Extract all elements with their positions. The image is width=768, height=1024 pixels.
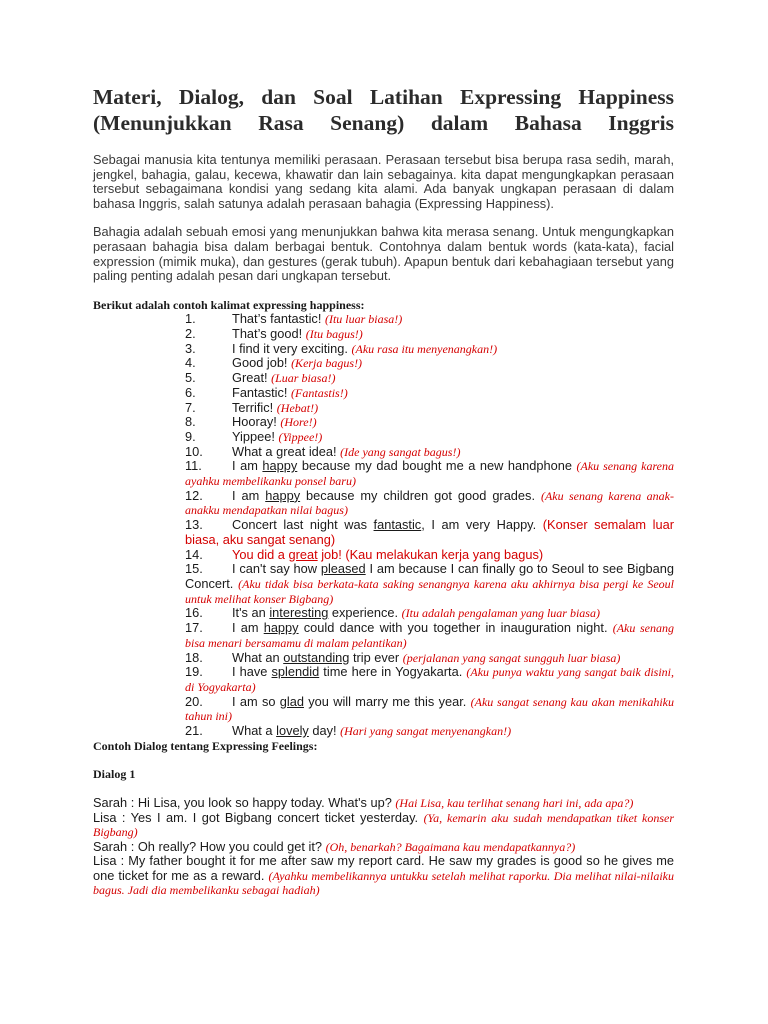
example-number: 1. <box>185 311 196 327</box>
example-text: What an <box>232 649 284 665</box>
title-line-1: Materi, Dialog, dan Soal Latihan Expressing Happiness <box>93 85 674 109</box>
dialog-translation: (Oh, benarkah? Bagaimana kau mendapatkannya?) <box>325 839 576 854</box>
example-text: That’s good! <box>232 326 303 342</box>
example-translation: (Itu adalah pengalaman yang luar biasa) <box>401 606 600 621</box>
example-keyword: great <box>288 546 318 562</box>
example-text: Concert last night was <box>232 517 374 533</box>
dialog-1-heading: Dialog 1 <box>93 767 136 782</box>
example-number: 20. <box>185 693 203 709</box>
example-text: Good job! <box>232 355 288 371</box>
example-number: 15. <box>185 561 203 577</box>
dialog-translation: (Ya, kemarin aku sudah mendapatkan tiket konser Bigbang) <box>93 810 675 840</box>
example-text: Hooray! <box>232 414 277 430</box>
intro-paragraph-2: Bahagia adalah sebuah emosi yang menunjukkan bahwa kita merasa senang. Untuk mengungkapkan perasaan bahagia bisa dalam berbagai bentuk. Contohnya dalam bentuk words (kata-kata), facial expression (mimik muka), dan gestures (gerak tubuh). Apapun bentuk dari kebahagiaan tersebut yang paling penting adalah pesan dari ungkapan tersebut. <box>93 224 674 284</box>
example-keyword: splendid <box>271 664 320 680</box>
example-text: You did a <box>232 546 289 562</box>
example-keyword: glad <box>279 693 304 709</box>
dialog-line <box>93 840 674 855</box>
example-translation: (Konser semalam luar biasa, aku sangat senang) <box>185 517 674 547</box>
example-number: 21. <box>185 723 203 739</box>
example-translation: (Aku senang karena anak-anakku mendapatkan nilai bagus) <box>185 488 674 518</box>
example-item <box>185 342 674 357</box>
example-text: I am so <box>232 693 280 709</box>
example-text: you will marry me this year. <box>303 693 467 709</box>
example-translation: (Hari yang sangat menyenangkan!) <box>340 724 512 739</box>
example-item <box>185 327 674 342</box>
example-keyword: interesting <box>269 605 329 621</box>
dialog-translation: (Hai Lisa, kau terlihat senang hari ini, ada apa?) <box>395 795 634 810</box>
example-text: Terrific! <box>232 399 274 415</box>
dialog-text: Sarah : Hi Lisa, you look so happy today. What's up? <box>93 794 392 810</box>
example-number: 14. <box>185 546 203 562</box>
example-number: 11. <box>185 458 202 474</box>
example-number: 16. <box>185 605 203 621</box>
title-line-2: (Menunjukkan Rasa Senang) dalam Bahasa Inggris <box>93 111 674 135</box>
dialog-text: Lisa : My father bought it for me after saw my report card. He saw my grades is good so he gives me one ticket for me as a reward. <box>93 853 674 883</box>
example-text: I have <box>232 664 272 680</box>
example-item <box>185 356 674 371</box>
example-keyword: outstanding <box>283 649 350 665</box>
example-text: day! <box>308 723 337 739</box>
examples-heading: Berikut adalah contoh kalimat expressing happiness: <box>93 297 365 312</box>
example-number: 18. <box>185 649 203 665</box>
example-translation: (Aku rasa itu menyenangkan!) <box>351 341 498 356</box>
example-text: Fantastic! <box>232 384 288 400</box>
example-translation: (Aku sangat senang kau akan menikahiku tahun ini) <box>185 694 674 724</box>
example-item <box>185 518 674 547</box>
example-text: I am <box>232 458 263 474</box>
example-text: trip ever <box>349 649 400 665</box>
example-item <box>185 489 674 518</box>
dialog-line <box>93 811 674 840</box>
example-number: 4. <box>185 355 196 371</box>
example-item <box>185 371 674 386</box>
example-text: What a <box>232 723 277 739</box>
example-translation: (Luar biasa!) <box>271 371 336 386</box>
example-number: 19. <box>185 664 203 680</box>
example-translation: (Kerja bagus!) <box>291 356 363 371</box>
example-number: 17. <box>185 620 203 636</box>
example-item <box>185 548 674 563</box>
example-number: 9. <box>185 428 196 444</box>
example-keyword: pleased <box>320 561 366 577</box>
example-number: 3. <box>185 340 196 356</box>
example-number: 7. <box>185 399 196 415</box>
example-number: 12. <box>185 487 203 503</box>
example-number: 13. <box>185 517 203 533</box>
example-keyword: happy <box>262 458 298 474</box>
intro-paragraph-1: Sebagai manusia kita tentunya memiliki perasaan. Perasaan tersebut bisa berupa rasa sedih, marah, jengkel, bahagia, galau, kecewa, khawatir dan lain sebagainya. kita dapat mengungkapkan perasaan tersebut sebagaimana kondisi yang sedang kita alami. Ada banyak ungkapan perasaan di dalam bahasa Inggris, salah satunya adalah perasaan bahagia (Expressing Happiness). <box>93 152 674 211</box>
example-item <box>185 724 674 739</box>
example-text: job! (Kau melakukan kerja yang bagus) <box>317 546 544 562</box>
example-translation: (Itu luar biasa!) <box>324 312 403 327</box>
example-text: I am because I can finally go to Seoul to see Bigbang Concert. <box>185 561 674 591</box>
example-text: It's an <box>232 605 270 621</box>
example-translation: (Itu bagus!) <box>305 327 363 342</box>
example-text: I am <box>232 620 264 636</box>
example-keyword: happy <box>265 487 301 503</box>
example-text: could dance with you together in inauguration night. <box>298 620 608 636</box>
examples-list <box>93 312 674 738</box>
dialog-line <box>93 854 674 898</box>
example-keyword: lovely <box>276 723 309 739</box>
dialog-text: Lisa : Yes I am. I got Bigbang concert ticket yesterday. <box>93 809 419 825</box>
example-translation: (Aku tidak bisa berkata-kata saking senangnya karena aku akhirnya bisa pergi ke Seoul untuk melihat konser Bigbang) <box>185 577 674 606</box>
example-text: , I am very Happy. <box>421 517 537 533</box>
example-item <box>185 562 674 606</box>
example-text: experience. <box>328 605 399 621</box>
dialog-text: Sarah : Oh really? How you could get it? <box>93 838 323 854</box>
example-item <box>185 695 674 724</box>
example-text: because my dad bought me a new handphone <box>297 458 572 474</box>
example-translation: (perjalanan yang sangat sungguh luar biasa) <box>402 650 621 665</box>
example-translation: (Aku punya waktu yang sangat baik disini, di Yogyakarta) <box>185 665 674 694</box>
example-text: because my children got good grades. <box>300 487 535 503</box>
example-text: Yippee! <box>232 428 275 444</box>
example-translation: (Aku senang karena ayahku membelikanku ponsel baru) <box>185 459 674 489</box>
example-item <box>185 312 674 327</box>
example-text: time here in Yogyakarta. <box>319 664 463 680</box>
example-text: What a great idea! <box>232 443 337 459</box>
example-number: 2. <box>185 326 196 342</box>
example-translation: (Aku senang bisa menari bersamamu di malam pelantikan) <box>185 621 674 650</box>
example-translation: (Ide yang sangat bagus!) <box>340 444 461 459</box>
page-title <box>93 84 674 136</box>
example-keyword: happy <box>263 620 299 636</box>
example-translation: (Yippee!) <box>278 429 323 444</box>
example-item <box>185 651 674 666</box>
example-number: 5. <box>185 370 196 386</box>
example-item <box>185 621 674 650</box>
example-item <box>185 430 674 445</box>
dialog-1 <box>93 796 674 898</box>
example-text: I can't say how <box>232 561 321 577</box>
dialog-heading: Contoh Dialog tentang Expressing Feelings: <box>93 738 318 753</box>
example-item <box>185 445 674 460</box>
example-item <box>185 606 674 621</box>
dialog-line <box>93 796 674 811</box>
dialog-translation: (Ayahku membelikannya untukku setelah melihat raporku. Dia melihat nilai-nilaiku bagus. Jadi dia membelikanku sebagai hadiah) <box>93 868 674 898</box>
example-text: I am <box>232 487 266 503</box>
example-translation: (Hore!) <box>280 415 317 430</box>
example-item <box>185 415 674 430</box>
example-translation: (Fantastis!) <box>291 385 348 400</box>
example-translation: (Hebat!) <box>276 400 319 415</box>
example-item <box>185 401 674 416</box>
example-keyword: fantastic <box>373 517 422 533</box>
example-text: That’s fantastic! <box>232 311 322 327</box>
example-item <box>185 386 674 401</box>
example-text: Great! <box>232 370 268 386</box>
example-item <box>185 665 674 694</box>
example-number: 8. <box>185 414 196 430</box>
example-number: 6. <box>185 384 196 400</box>
example-number: 10. <box>185 443 203 459</box>
example-item <box>185 459 674 488</box>
example-text: I find it very exciting. <box>232 340 348 356</box>
